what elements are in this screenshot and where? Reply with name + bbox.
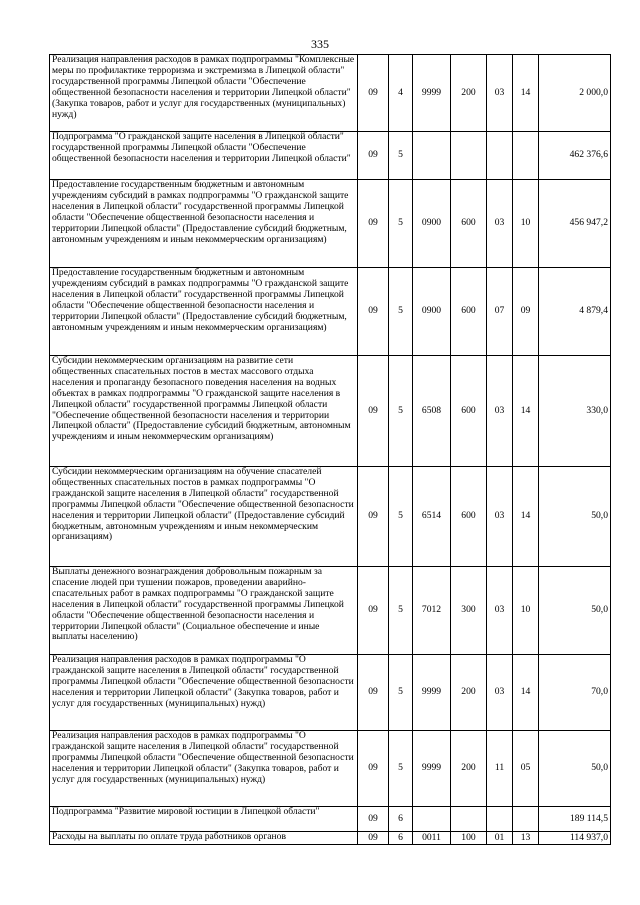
code-cell: 11 — [487, 731, 513, 807]
code-cell: 09 — [358, 356, 389, 467]
row-description: Расходы на выплаты по оплате труда работников органов — [50, 832, 358, 845]
code-cell: 03 — [487, 356, 513, 467]
code-cell: 6 — [389, 832, 413, 845]
code-cell — [487, 132, 513, 180]
code-cell: 09 — [358, 132, 389, 180]
code-cell: 09 — [358, 180, 389, 268]
code-cell: 01 — [487, 832, 513, 845]
code-cell: 09 — [358, 731, 389, 807]
table-row — [50, 180, 611, 268]
row-description: Реализация направления расходов в рамках подпрограммы "Комплексные меры по профилактике терроризма и экстремизма в Липецкой области" государственной программы Липецкой области "Обеспечение общественной безопасности населения и территории Липецкой области" (Закупка товаров, работ и услуг для государственных (муниципальных) нужд) — [50, 55, 358, 132]
code-cell: 09 — [358, 268, 389, 356]
code-cell: 10 — [513, 567, 539, 655]
row-description: Реализация направления расходов в рамках подпрограммы "О гражданской защите населения в Липецкой области" государственной программы Липецкой области "Обеспечение общественной безопасности населения и территории Липецкой области" (Закупка товаров, работ и услуг для государственных (муниципальных) нужд) — [50, 731, 358, 807]
table-row — [50, 807, 611, 832]
amount-cell: 2 000,0 — [539, 55, 611, 132]
amount-cell: 462 376,6 — [539, 132, 611, 180]
table-row — [50, 567, 611, 655]
page-number: 335 — [311, 37, 329, 51]
row-description: Субсидии некоммерческим организациям на развитие сети общественных спасательных постов в местах массового отдыха населения и пропаганду безопасного поведения населения на водных объектах в рамках подпрограммы "О гражданской защите населения в Липецкой области" государственной программы Липецкой области "Обеспечение общественной безопасности населения и территории Липецкой области" (Предоставление субсидий бюджетным, автономным учреждениям и иным некоммерческим организациям) — [50, 356, 358, 467]
code-cell: 09 — [358, 655, 389, 731]
code-cell: 600 — [451, 467, 487, 567]
code-cell: 0011 — [413, 832, 451, 845]
code-cell: 5 — [389, 180, 413, 268]
code-cell: 14 — [513, 55, 539, 132]
code-cell: 14 — [513, 356, 539, 467]
row-description: Подпрограмма "О гражданской защите населения в Липецкой области" государственной программы Липецкой области "Обеспечение общественной безопасности населения и территории Липецкой области" — [50, 132, 358, 180]
code-cell: 5 — [389, 655, 413, 731]
code-cell — [451, 807, 487, 832]
row-description: Подпрограмма "Развитие мировой юстиции в Липецкой области" — [50, 807, 358, 832]
code-cell: 200 — [451, 55, 487, 132]
table-row — [50, 467, 611, 567]
code-cell: 5 — [389, 132, 413, 180]
code-cell: 14 — [513, 467, 539, 567]
table-row — [50, 832, 611, 845]
code-cell: 03 — [487, 467, 513, 567]
code-cell: 03 — [487, 655, 513, 731]
code-cell: 07 — [487, 268, 513, 356]
code-cell: 5 — [389, 356, 413, 467]
table-row — [50, 731, 611, 807]
table-row — [50, 55, 611, 132]
table-row — [50, 268, 611, 356]
code-cell: 09 — [358, 567, 389, 655]
row-description: Предоставление государственным бюджетным и автономным учреждениям субсидий в рамках подпрограммы "О гражданской защите населения в Липецкой области" государственной программы Липецкой области "Обеспечение общественной безопасности населения и территории Липецкой области" (Предоставление субсидий бюджетным, автономным учреждениям и иным некоммерческим организациям) — [50, 268, 358, 356]
code-cell: 600 — [451, 356, 487, 467]
row-description: Реализация направления расходов в рамках подпрограммы "О гражданской защите населения в Липецкой области" государственной программы Липецкой области "Обеспечение общественной безопасности населения и территории Липецкой области" (Закупка товаров, работ и услуг для государственных (муниципальных) нужд) — [50, 655, 358, 731]
code-cell — [413, 807, 451, 832]
code-cell — [513, 807, 539, 832]
code-cell: 6508 — [413, 356, 451, 467]
code-cell: 09 — [358, 55, 389, 132]
code-cell: 09 — [358, 832, 389, 845]
code-cell: 14 — [513, 655, 539, 731]
amount-cell: 4 879,4 — [539, 268, 611, 356]
code-cell: 9999 — [413, 731, 451, 807]
code-cell — [451, 132, 487, 180]
code-cell: 03 — [487, 55, 513, 132]
code-cell: 9999 — [413, 655, 451, 731]
code-cell: 5 — [389, 467, 413, 567]
amount-cell: 70,0 — [539, 655, 611, 731]
code-cell — [413, 132, 451, 180]
code-cell: 09 — [513, 268, 539, 356]
code-cell: 6 — [389, 807, 413, 832]
code-cell: 09 — [358, 467, 389, 567]
code-cell: 300 — [451, 567, 487, 655]
code-cell: 03 — [487, 180, 513, 268]
code-cell: 600 — [451, 180, 487, 268]
amount-cell: 50,0 — [539, 467, 611, 567]
code-cell: 7012 — [413, 567, 451, 655]
code-cell: 4 — [389, 55, 413, 132]
code-cell: 09 — [358, 807, 389, 832]
amount-cell: 456 947,2 — [539, 180, 611, 268]
code-cell: 200 — [451, 731, 487, 807]
amount-cell: 50,0 — [539, 731, 611, 807]
code-cell: 5 — [389, 731, 413, 807]
amount-cell: 114 937,0 — [539, 832, 611, 845]
amount-cell: 330,0 — [539, 356, 611, 467]
code-cell: 600 — [451, 268, 487, 356]
code-cell: 6514 — [413, 467, 451, 567]
code-cell: 05 — [513, 731, 539, 807]
table-row — [50, 132, 611, 180]
table-row — [50, 356, 611, 467]
table-row — [50, 655, 611, 731]
code-cell: 0900 — [413, 268, 451, 356]
amount-cell: 50,0 — [539, 567, 611, 655]
code-cell: 200 — [451, 655, 487, 731]
code-cell: 5 — [389, 567, 413, 655]
row-description: Предоставление государственным бюджетным и автономным учреждениям субсидий в рамках подпрограммы "О гражданской защите населения в Липецкой области" государственной программы Липецкой области "Обеспечение общественной безопасности населения и территории Липецкой области" (Предоставление субсидий бюджетным, автономным учреждениям и иным некоммерческим организациям) — [50, 180, 358, 268]
code-cell: 03 — [487, 567, 513, 655]
code-cell: 5 — [389, 268, 413, 356]
row-description: Выплаты денежного вознаграждения добровольным пожарным за спасение людей при тушении пожаров, проведении аварийно-спасательных работ в рамках подпрограммы "О гражданской защите населения в Липецкой области" государственной программы Липецкой области "Обеспечение общественной безопасности населения и территории Липецкой области" (Социальное обеспечение и иные выплаты населению) — [50, 567, 358, 655]
code-cell: 100 — [451, 832, 487, 845]
code-cell: 0900 — [413, 180, 451, 268]
amount-cell: 189 114,5 — [539, 807, 611, 832]
code-cell: 10 — [513, 180, 539, 268]
row-description: Субсидии некоммерческим организациям на обучение спасателей общественных спасательных постов в рамках подпрограммы "О гражданской защите населения в Липецкой области" государственной программы Липецкой области "Обеспечение общественной безопасности населения и территории Липецкой области" (Предоставление субсидий бюджетным, автономным учреждениям и иным некоммерческим организациям) — [50, 467, 358, 567]
code-cell — [513, 132, 539, 180]
code-cell: 9999 — [413, 55, 451, 132]
budget-table — [49, 54, 611, 845]
code-cell: 13 — [513, 832, 539, 845]
code-cell — [487, 807, 513, 832]
